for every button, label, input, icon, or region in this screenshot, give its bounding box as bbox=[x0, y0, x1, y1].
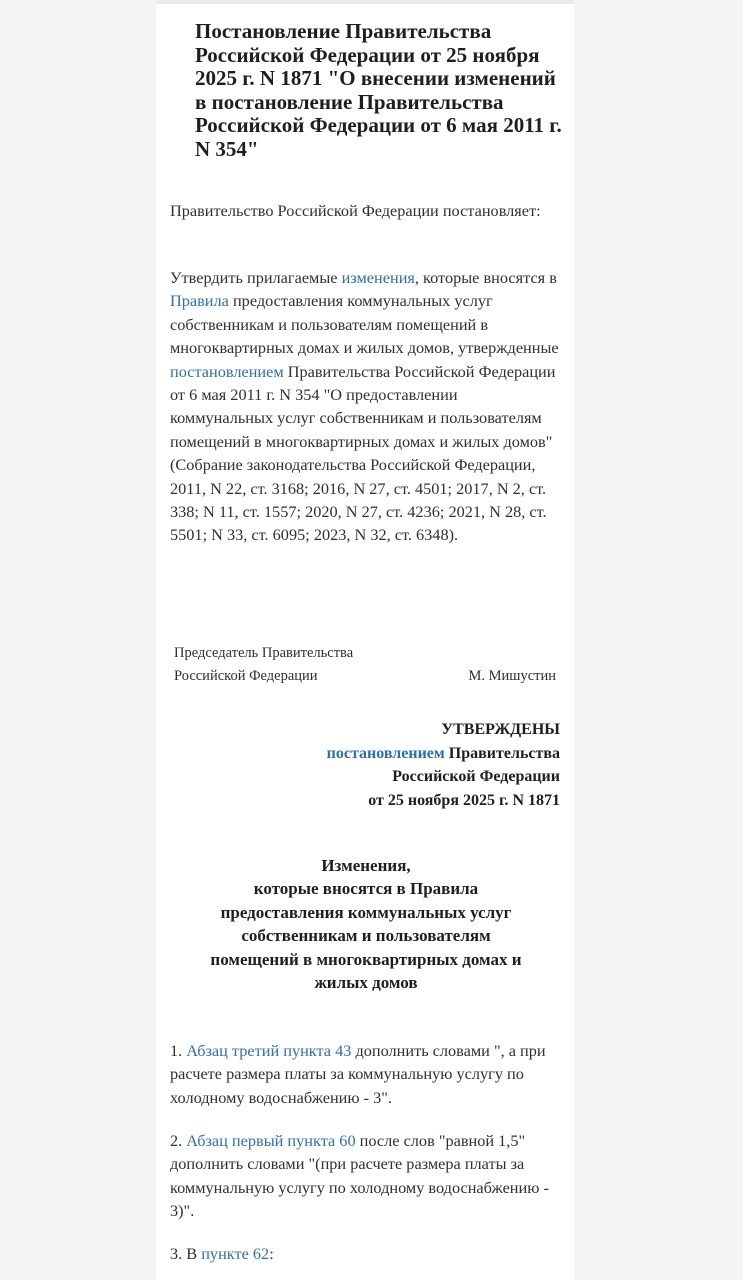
link-punkte-62[interactable]: пункте 62 bbox=[201, 1244, 270, 1263]
changes-title-line: жилых домов bbox=[314, 973, 418, 993]
changes-title-line: которые вносятся в Правила bbox=[253, 879, 479, 899]
link-izmeneniya[interactable]: изменения bbox=[341, 268, 415, 287]
link-abzac-perviy-punkta-60[interactable]: Абзац первый пункта 60 bbox=[186, 1131, 356, 1150]
decree-text-2: , которые вносятся в bbox=[414, 268, 557, 287]
change-item-prefix: 3. В bbox=[170, 1244, 202, 1263]
change-item-2 bbox=[170, 1129, 562, 1223]
approval-heading: УТВЕРЖДЕНЫ bbox=[441, 721, 560, 738]
change-item-prefix: 1. bbox=[170, 1041, 187, 1060]
changes-title bbox=[170, 854, 562, 994]
changes-title-line: собственникам и пользователям bbox=[241, 926, 491, 946]
preamble-paragraph: Правительство Российской Федерации постановляет: bbox=[170, 201, 541, 220]
change-item-prefix: 2. bbox=[170, 1131, 187, 1150]
decree-text-1: Утвердить прилагаемые bbox=[170, 268, 342, 287]
approval-line-1 bbox=[280, 742, 560, 766]
page-top-edge bbox=[156, 0, 574, 4]
approval-line-3: от 25 ноября 2025 г. N 1871 bbox=[368, 791, 560, 809]
document-title: Постановление Правительства Российской Федерации от 25 ноября 2025 г. N 1871 "О внесении изменений в постановление Правительства Российской Федерации от 6 мая 2011 г. N 354" bbox=[195, 19, 562, 161]
changes-title-line: предоставления коммунальных услуг bbox=[220, 902, 512, 922]
decree-paragraph bbox=[170, 266, 562, 547]
signature-position-line2: Российской Федерации bbox=[174, 668, 318, 684]
changes-title-line: Изменения, bbox=[321, 856, 411, 875]
change-item-3 bbox=[170, 1242, 562, 1265]
change-item-1 bbox=[170, 1039, 562, 1109]
change-item-text: дополнить словами ", а при расчете размера платы за коммунальную услугу по холодному водоснабжению - 3". bbox=[170, 1041, 546, 1107]
approval-line-1-rest: Правительства bbox=[444, 744, 560, 762]
link-pravila[interactable]: Правила bbox=[170, 291, 229, 311]
signature-position-line1: Председатель Правительства bbox=[174, 645, 354, 661]
link-postanovleniem[interactable]: постановлением bbox=[170, 361, 284, 381]
link-approval-postanovleniem[interactable]: постановлением bbox=[326, 744, 445, 762]
change-item-text: : bbox=[269, 1244, 274, 1263]
decree-text-3: предоставления коммунальных услуг собственникам и пользователям помещений в многоквартирных домах и жилых домов, утвержденные bbox=[170, 291, 559, 358]
link-abzac-tretiy-punkta-43[interactable]: Абзац третий пункта 43 bbox=[186, 1041, 352, 1060]
signature-name: М. Мишустин bbox=[468, 668, 556, 684]
approval-stamp bbox=[280, 718, 560, 812]
change-item-text: после слов "равной 1,5" дополнить словами "(при расчете размера платы за коммунальную услугу по холодному водоснабжению - 3)". bbox=[170, 1131, 549, 1221]
approval-line-2: Российской Федерации bbox=[392, 768, 560, 786]
decree-text-4: Правительства Российской Федерации от 6 мая 2011 г. N 354 "О предоставлении коммунальных услуг собственникам и пользователям помещений в многоквартирных домах и жилых домов" (Собрание законодательства Российской Федерации, 2011, N 22, ст. 3168; 2016, N 27, ст. 4501; 2017, N 2, ст. 338; N 11, ст. 1557; 2020, N 27, ст. 4236; 2021, N 28, ст. 5501; N 33, ст. 6095; 2023, N 32, ст. 6348). bbox=[170, 361, 556, 545]
signature-block bbox=[174, 642, 564, 688]
changes-title-line: помещений в многоквартирных домах и bbox=[210, 949, 522, 969]
